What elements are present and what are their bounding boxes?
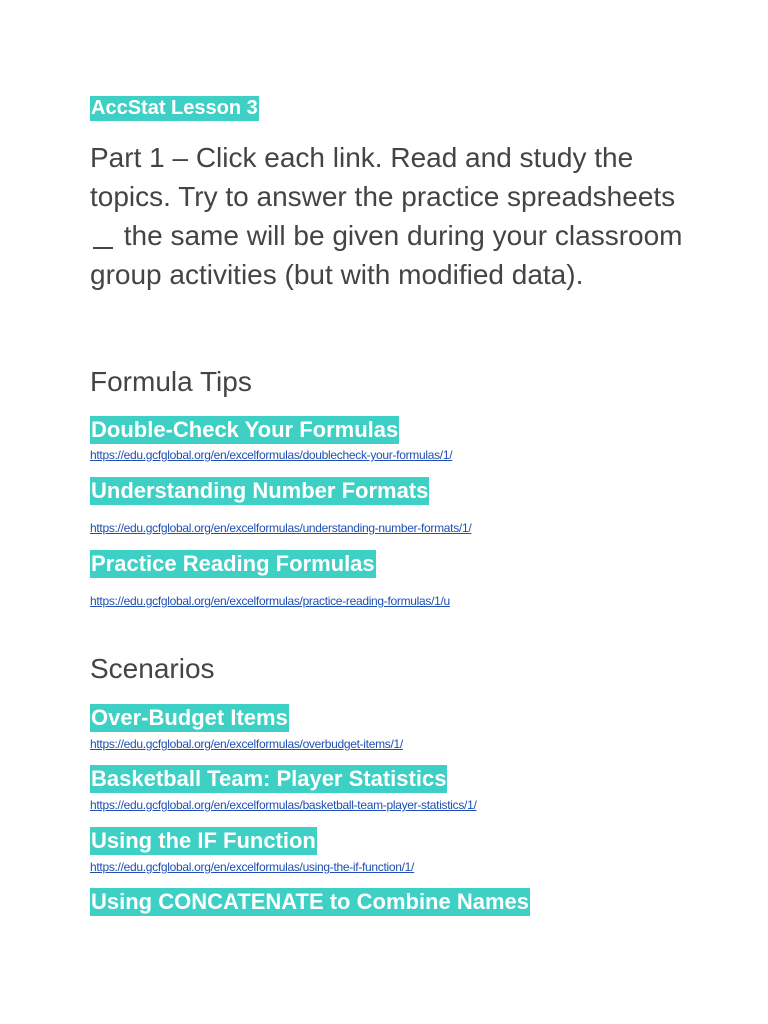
topic-link-number-formats[interactable]: https://edu.gcfglobal.org/en/excelformulas/understanding-number-formats/1/ bbox=[90, 521, 472, 535]
formula-tips-heading: Formula Tips bbox=[90, 366, 252, 397]
scenario-title-basketball[interactable]: Basketball Team: Player Statistics bbox=[91, 766, 447, 791]
scenario-title-over-budget[interactable]: Over-Budget Items bbox=[91, 705, 288, 730]
scenario-title-concatenate[interactable]: Using CONCATENATE to Combine Names bbox=[91, 889, 529, 914]
topic-title-reading-formulas[interactable]: Practice Reading Formulas bbox=[91, 551, 375, 576]
topic-link-reading-formulas[interactable]: https://edu.gcfglobal.org/en/excelformulas/practice-reading-formulas/1/u bbox=[90, 594, 450, 608]
scenario-link-over-budget[interactable]: https://edu.gcfglobal.org/en/excelformulas/overbudget-items/1/ bbox=[90, 737, 403, 751]
scenario-link-basketball[interactable]: https://edu.gcfglobal.org/en/excelformulas/basketball-team-player-statistics/1/ bbox=[90, 798, 477, 812]
topic-title-double-check[interactable]: Double-Check Your Formulas bbox=[91, 417, 399, 442]
scenario-link-if-function[interactable]: https://edu.gcfglobal.org/en/excelformulas/using-the-if-function/1/ bbox=[90, 860, 415, 874]
scenario-title-if-function[interactable]: Using the IF Function bbox=[91, 828, 316, 853]
dash-mark bbox=[93, 247, 113, 249]
topic-link-double-check[interactable]: https://edu.gcfglobal.org/en/excelformulas/doublecheck-your-formulas/1/ bbox=[90, 448, 453, 462]
intro-text-part2: the same will be given during your classroom group activities (but with modified data). bbox=[90, 220, 683, 290]
intro-text-part1: Part 1 – Click each link. Read and study the topics. Try to answer the practice spreadsheets bbox=[90, 142, 676, 212]
lesson-title: AccStat Lesson 3 bbox=[91, 97, 258, 119]
scenarios-heading: Scenarios bbox=[90, 653, 215, 684]
intro-paragraph bbox=[90, 138, 690, 294]
topic-title-number-formats[interactable]: Understanding Number Formats bbox=[91, 478, 429, 503]
